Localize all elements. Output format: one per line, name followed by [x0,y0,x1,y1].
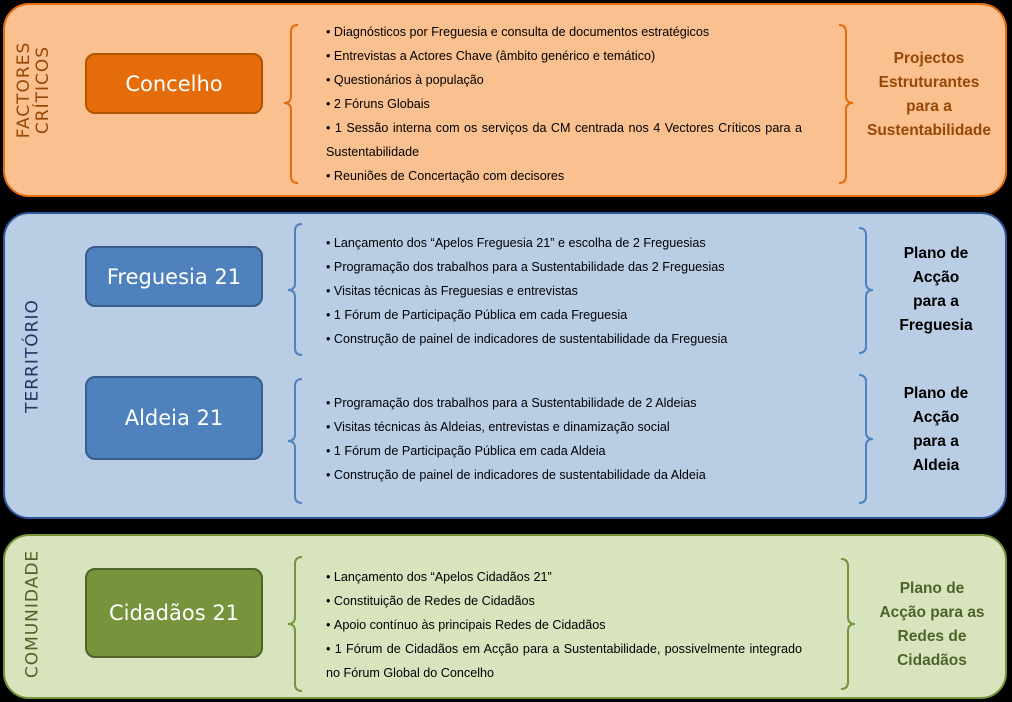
list-item: • 1 Fórum de Participação Pública em cada Freguesia [326,308,628,322]
factores-criticos-label [15,42,53,139]
result-line: Redes de [897,628,967,645]
list-item: • 1 Sessão interna com os serviços da CM centrada nos 4 Vectores Críticos para a Sustentabilidade [326,121,802,159]
result-line: Plano de [899,580,965,597]
list-item: • Entrevistas a Actores Chave (âmbito genérico e temático) [326,49,656,63]
result-line: Freguesia [899,317,973,334]
aldeia-result [872,382,1000,478]
aldeia-left-bracket [287,378,307,504]
list-item: • Reuniões de Concertação com decisores [326,169,565,183]
list-item: • Programação dos trabalhos para a Sustentabilidade de 2 Aldeias [326,396,697,410]
freguesia-bullet-list [326,231,836,351]
result-line: Cidadãos [897,652,967,669]
list-item: • 1 Fórum de Participação Pública em cada Aldeia [326,444,606,458]
result-line: Acção para as [879,604,985,621]
list-item: • Construção de painel de indicadores de sustentabilidade da Aldeia [326,468,706,482]
list-item: • Lançamento dos “Apelos Freguesia 21” e escolha de 2 Freguesias [326,236,706,250]
aldeia-box-label: Aldeia 21 [124,406,224,430]
list-item: • Questionários à população [326,73,484,87]
cidadaos-box [85,568,263,658]
result-line: Aldeia [912,457,960,474]
list-item: • Apoio contínuo às principais Redes de Cidadãos [326,618,606,632]
result-line: Sustentabilidade [866,122,992,139]
result-line: Plano de [903,245,969,262]
aldeia-box [85,376,263,460]
cidadaos-result [858,577,1006,673]
freguesia-left-bracket [287,223,307,356]
list-item: • Visitas técnicas às Freguesias e entrevistas [326,284,578,298]
concelho-result [852,47,1006,143]
cidadaos-left-bracket [287,556,307,692]
cidadaos-bullet-list [326,565,802,685]
list-item: • Diagnósticos por Freguesia e consulta de documentos estratégicos [326,25,710,39]
cidadaos-right-bracket [840,558,860,690]
result-line: Plano de [903,385,969,402]
freguesia-box-label: Freguesia 21 [106,264,242,289]
result-line: Estruturantes [878,74,980,91]
list-item: • Construção de painel de indicadores de sustentabilidade da Freguesia [326,332,728,346]
comunidade-label: COMUNIDADE [22,549,43,679]
list-item: • Lançamento dos “Apelos Cidadãos 21” [326,570,552,584]
factores-label-line1: FACTORES [14,41,34,139]
list-item: • Visitas técnicas às Aldeias, entrevistas e dinamização social [326,420,670,434]
list-item: • Constituição de Redes de Cidadãos [326,594,535,608]
list-item: • 1 Fórum de Cidadãos em Acção para a Sustentabilidade, possivelmente integrado no Fórum Global do Concelho [326,642,802,680]
factores-label-line2: CRÍTICOS [33,45,53,135]
result-line: Projectos [893,50,965,67]
freguesia-box [85,246,263,307]
cidadaos-box-label: Cidadãos 21 [108,601,240,625]
result-line: para a [913,293,959,310]
concelho-box-label: Concelho [125,71,223,96]
concelho-left-bracket [283,24,303,184]
result-line: para a [906,98,952,115]
territorio-label: TERRITÓRIO [22,299,43,413]
concelho-box [85,53,263,114]
concelho-bullet-list [326,20,802,188]
aldeia-bullet-list [326,391,836,487]
list-item: • Programação dos trabalhos para a Sustentabilidade das 2 Freguesias [326,260,725,274]
list-item: • 2 Fóruns Globais [326,97,430,111]
result-line: para a [913,433,959,450]
freguesia-result [872,242,1000,338]
result-line: Acção [912,409,960,426]
result-line: Acção [912,269,960,286]
